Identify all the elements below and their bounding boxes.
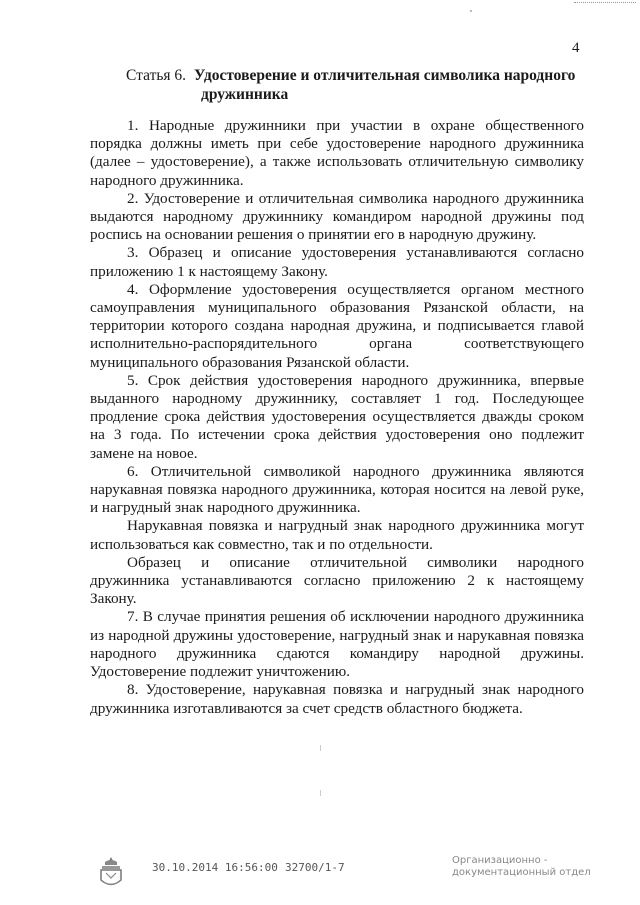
footer-org-line1: Организационно - bbox=[452, 855, 548, 866]
paragraph-6-armband: Нарукавная повязка и нагрудный знак народного дружинника могут использоваться как совместно, так и по отдельности. bbox=[90, 517, 584, 553]
paragraph-1: 1. Народные дружинники при участии в охране общественного порядка должны иметь при себе удостоверение народного дружинника (далее – удостоверение), а также использовать отличительную символику народного дружинника. bbox=[90, 117, 584, 189]
scan-artifact bbox=[320, 790, 321, 796]
paragraph-5: 5. Срок действия удостоверения народного дружинника, впервые выданного народному дружиннику, составляет 1 год. Последующее продление срока действия удостоверения осуществляется дважды сроком на 3 года. По истечении срока действия удостоверения оно подлежит замене на новое. bbox=[90, 371, 584, 462]
footer-stamp bbox=[0, 851, 640, 901]
paragraph-4: 4. Оформление удостоверения осуществляется органом местного самоуправления муниципального образования Рязанской области, на территории которого создана народная дружина, и подписывается главой исполнительно-распорядительного органа соответствующего муниципального образования Рязанской области. bbox=[90, 280, 584, 371]
coat-of-arms-icon bbox=[96, 855, 126, 891]
scan-artifact bbox=[320, 745, 321, 751]
paragraph-7: 7. В случае принятия решения об исключении народного дружинника из народной дружины удостоверение, нагрудный знак и нарукавная повязка народного дружинника сдаются командиру народной дружины. Удостоверение подлежит уничтожению. bbox=[90, 608, 584, 681]
footer-document-code: 32700/1-7 bbox=[285, 861, 345, 874]
paragraph-3: 3. Образец и описание удостоверения устанавливаются согласно приложению 1 к настоящему Закону. bbox=[90, 244, 584, 280]
article-heading bbox=[126, 66, 596, 104]
article-title-line2: дружинника bbox=[201, 86, 289, 103]
corner-scan-mark bbox=[574, 2, 636, 11]
paragraph-2: 2. Удостоверение и отличительная символика народного дружинника выдаются народному дружиннику командиром народной дружины под роспись на основании решения о принятии его в народную дружину. bbox=[90, 189, 584, 244]
footer-datetime: 30.10.2014 16:56:00 bbox=[152, 861, 278, 874]
paragraph-6-sample: Образец и описание отличительной символики народного дружинника устанавливаются согласно приложению 2 к настоящему Закону. bbox=[90, 553, 584, 608]
page-number: 4 bbox=[572, 40, 580, 56]
article-body bbox=[90, 117, 584, 718]
paragraph-6: 6. Отличительной символикой народного дружинника являются нарукавная повязка народного дружинника, которая носится на левой руке, и нагрудный знак народного дружинника. bbox=[90, 462, 584, 517]
article-title-line1: Удостоверение и отличительная символика народного bbox=[194, 67, 576, 84]
footer-organization bbox=[452, 855, 592, 879]
article-label: Статья 6. bbox=[126, 67, 187, 84]
footer-org-line2: документационный отдел bbox=[452, 867, 591, 878]
paragraph-8: 8. Удостоверение, нарукавная повязка и нагрудный знак народного дружинника изготавливаются за счет средств областного бюджета. bbox=[90, 681, 584, 717]
scan-dot bbox=[470, 10, 472, 12]
